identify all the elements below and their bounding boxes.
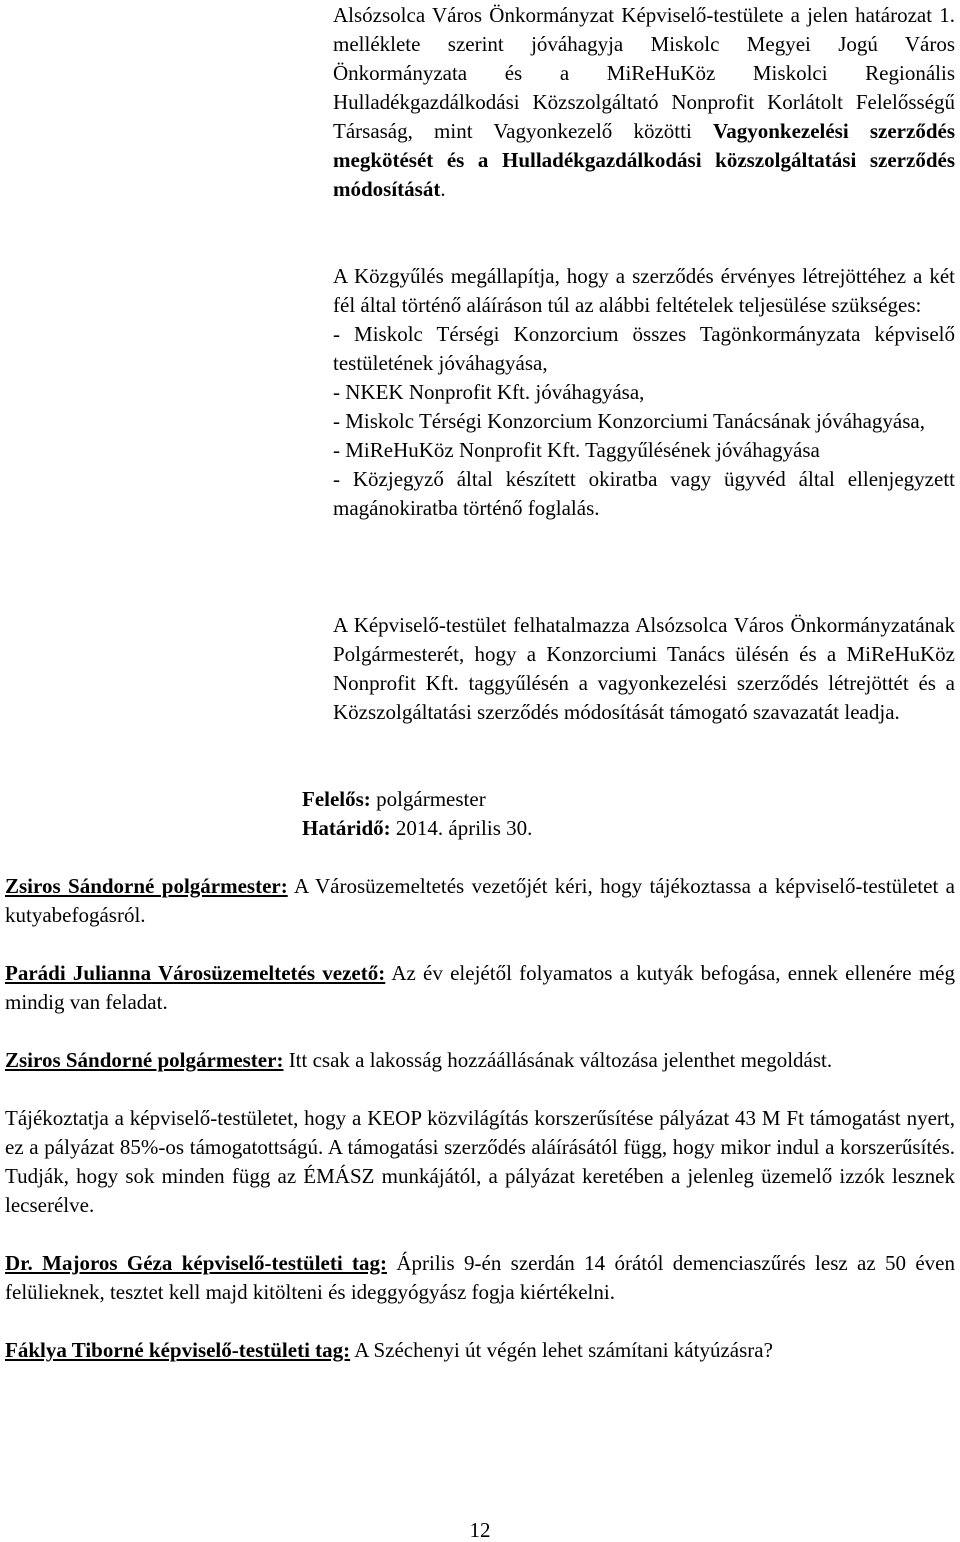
speech-text: A Széchenyi út végén lehet számítani kátyúzásra? <box>354 1338 773 1362</box>
minutes-entry <box>5 1104 955 1220</box>
responsible-line <box>302 785 486 814</box>
condition-item: - Közjegyző által készített okiratba vagy ügyvéd által ellenjegyzett magánokiratba történő foglalás. <box>333 467 955 520</box>
speech-text: Tájékoztatja a képviselő-testületet, hogy a KEOP közvilágítás korszerűsítése pályázat 43 M Ft támogatást nyert, ez a pályázat 85%-os támogatottságú. A támogatási szerződés aláírásától függ, hogy mikor indul a korszerűsítés. Tudják, hogy sok minden függ az ÉMÁSZ munkájától, a pályázat keretében a jelenleg üzemelő izzók lesznek lecserélve. <box>5 1106 955 1217</box>
condition-item: - MiReHuKöz Nonprofit Kft. Taggyűlésének jóváhagyása <box>333 438 820 462</box>
minutes-entry <box>5 1249 955 1307</box>
authorization-paragraph: A Képviselő-testület felhatalmazza Alsózsolca Város Önkormányzatának Polgármesterét, hogy a Konzorciumi Tanács ülésén és a MiReHuKöz Nonprofit Kft. taggyűlésén a vagyonkezelési szerződés létrejöttét és a Közszolgáltatási szerződés módosítását támogató szavazatát leadja. <box>333 613 955 724</box>
minutes-entry <box>5 1336 955 1365</box>
page-number: 12 <box>469 1518 491 1542</box>
speaker-name: Parádi Julianna Városüzemeltetés vezető: <box>5 961 386 985</box>
conditions-paragraph <box>333 262 955 523</box>
speaker-name: Zsiros Sándorné polgármester: <box>5 1048 284 1072</box>
speaker-name: Fáklya Tiborné képviselő-testületi tag: <box>5 1338 351 1362</box>
deadline-value: 2014. április 30. <box>395 816 533 840</box>
deadline-label: Határidő: <box>302 816 391 840</box>
responsible-label: Felelős: <box>302 787 371 811</box>
speaker-name: Zsiros Sándorné polgármester: <box>5 874 288 898</box>
speech-text: Az év elejétől folyamatos a kutyák befogása, ennek ellenére még mindig van feladat. <box>5 961 956 1014</box>
minutes-entry <box>5 872 955 930</box>
condition-item: - Miskolc Térségi Konzorcium Konzorciumi Tanácsának jóváhagyása, <box>333 409 925 433</box>
resolution-bold-text: Vagyonkezelési szerződés megkötését és a Hulladékgazdálkodási közszolgáltatási szerződés módosítását <box>333 119 955 201</box>
speech-text: Április 9-én szerdán 14 órától demenciaszűrés lesz az 50 éven felülieknek, tesztet kell majd kitölteni és ideggyógyász fogja kiértékelni. <box>5 1251 955 1304</box>
condition-item: - NKEK Nonprofit Kft. jóváhagyása, <box>333 380 645 404</box>
deadline-line <box>302 814 532 843</box>
resolution-paragraph <box>333 1 955 204</box>
minutes-entry <box>5 1046 955 1075</box>
minutes-entry <box>5 959 955 1017</box>
speech-text: A Városüzemeltetés vezetőjét kéri, hogy tájékoztassa a képviselő-testületet a kutyabefogásról. <box>5 874 955 927</box>
responsible-value: polgármester <box>376 787 486 811</box>
speaker-name: Dr. Majoros Géza képviselő-testületi tag: <box>5 1251 388 1275</box>
period: . <box>440 177 446 201</box>
condition-item: - Miskolc Térségi Konzorcium összes Tagönkormányzata képviselő testületének jóváhagyása, <box>333 322 955 375</box>
speech-text: Itt csak a lakosság hozzáállásának változása jelenthet megoldást. <box>288 1048 833 1072</box>
resolution-text: Alsózsolca Város Önkormányzat Képviselő-testülete a jelen határozat 1. melléklete szerint jóváhagyja Miskolc Megyei Jogú Város Önkormányzata és a MiReHuKöz Miskolci Regionális Hulladékgazdálkodási Közszolgáltató Nonprofit Korlátolt Felelősségű Társaság, mint Vagyonkezelő közötti <box>333 3 955 143</box>
conditions-intro: A Közgyűlés megállapítja, hogy a szerződés érvényes létrejöttéhez a két fél által történő aláíráson túl az alábbi feltételek teljesülése szükséges: <box>333 264 955 317</box>
